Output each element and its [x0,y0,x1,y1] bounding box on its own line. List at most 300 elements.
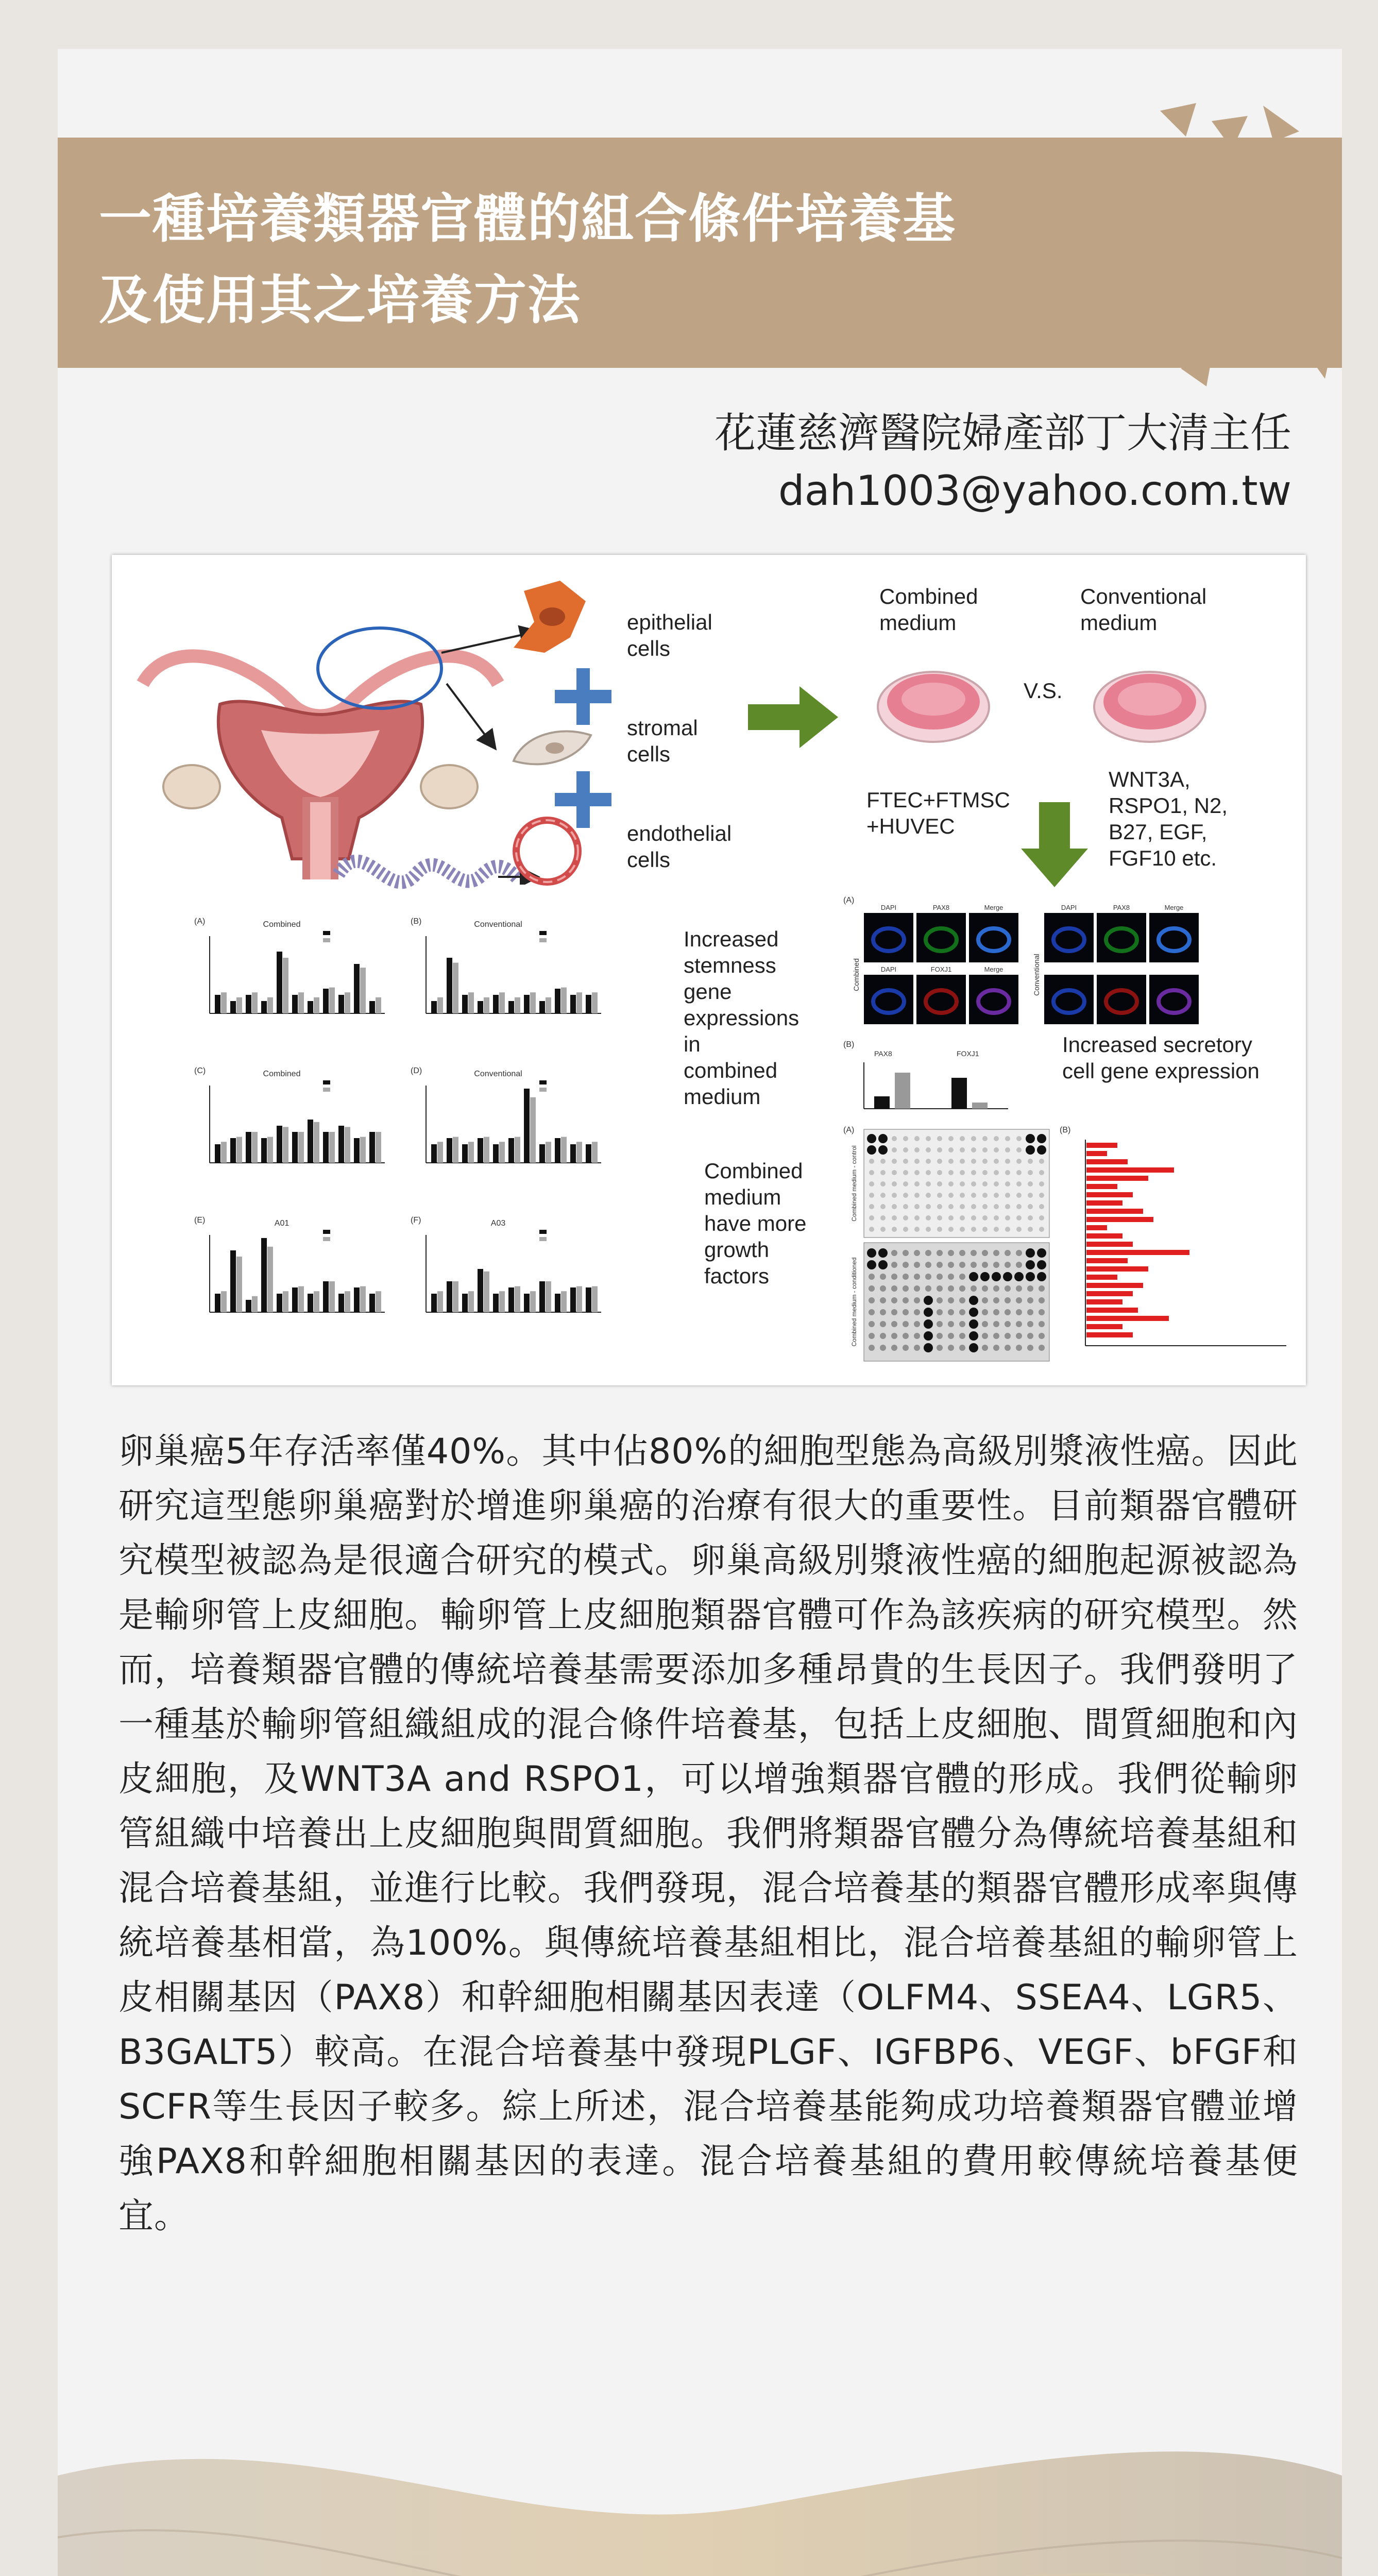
array-spot [892,1159,897,1164]
if-bar-label: FOXJ1 [957,1049,979,1058]
array-spot [869,1227,874,1232]
array-spot [971,1181,976,1187]
array-spot [982,1227,988,1232]
bar-chart-panel [194,917,385,1013]
bar [484,1137,489,1163]
array-spot [1027,1297,1033,1303]
bar [354,1138,360,1163]
graphical-abstract-figure [112,555,1306,1385]
array-spot [880,1227,886,1232]
array-spot [1039,1285,1045,1292]
array-spot [914,1204,920,1209]
array-spot [880,1193,886,1198]
array-spot [960,1181,965,1187]
array-spot [1027,1309,1033,1315]
array-spot [925,1250,931,1256]
array-spot [1039,1309,1045,1315]
panel-title: A01 [274,1219,290,1228]
label-combined-medium: Combined medium [879,584,978,635]
author-block [714,404,1291,520]
label-conventional-medium: Conventional medium [1080,584,1207,635]
bar [1086,1332,1133,1337]
array-spot [914,1321,920,1327]
array-spot [1005,1345,1011,1351]
panel-title: Conventional [474,1070,522,1078]
bar [453,1137,458,1163]
array-spot [1005,1204,1010,1209]
bar [215,995,220,1013]
bar [283,958,288,1013]
bar [508,1138,514,1163]
bar [230,1250,236,1312]
label-epithelial: epithelial cells [627,610,712,660]
array-spot [1005,1181,1010,1187]
array-spot [903,1285,909,1292]
label-growth-factors: Combined medium have more growth factors [704,1159,807,1288]
panel-title: Combined [263,1070,301,1078]
array-spot [948,1297,954,1303]
array-spot [1016,1250,1022,1256]
array-spot [1028,1170,1033,1175]
array-spot [914,1285,920,1292]
array-spot [914,1309,920,1315]
bar [484,997,489,1013]
bar [453,1281,458,1312]
bar [298,992,304,1013]
array-spot [994,1159,999,1164]
array-spot [937,1181,942,1187]
array-spot [903,1136,908,1141]
array-spot [937,1215,942,1221]
array-spot [969,1319,978,1329]
arrow-down-icon [1018,802,1091,890]
bar [478,1001,483,1013]
array-spot [869,1321,875,1327]
array-spot [993,1321,999,1327]
bar [431,1144,437,1163]
array-spot [1016,1321,1022,1327]
array-spot [903,1147,908,1153]
epithelial-cell-icon [503,570,591,658]
array-spot [869,1193,874,1198]
array-spot [982,1181,988,1187]
array-spot [1039,1345,1045,1351]
array-spot [903,1250,909,1256]
bar [252,992,258,1013]
array-spot [971,1147,976,1153]
array-spot [971,1215,976,1221]
bar [215,1144,220,1163]
array-spot [869,1345,875,1351]
array-spot [971,1159,976,1164]
bar [951,1078,967,1109]
array-spot [903,1297,909,1303]
panel-letter: (A) [843,1126,855,1134]
bar [221,1142,227,1163]
array-spot [1005,1333,1011,1339]
array-spot [982,1136,988,1141]
array-spot [892,1136,897,1141]
array-spot [891,1297,897,1303]
array-spot [869,1159,874,1164]
panel-letter: (B) [1060,1126,1071,1134]
array-spot [903,1159,908,1164]
bar [508,1287,514,1312]
array-spot [1028,1204,1033,1209]
tile-header: Merge [984,904,1003,911]
bar [277,1294,282,1312]
array-spot [994,1136,999,1141]
bar [261,1001,267,1013]
bar [1086,1258,1128,1263]
array-spot [959,1285,965,1292]
array-spot [892,1170,897,1175]
array-spot [925,1262,931,1268]
array-spot [1027,1345,1033,1351]
bar [369,1001,375,1013]
array-spot [960,1204,965,1209]
array-spot [982,1297,988,1303]
array-spot [892,1181,897,1187]
title-line-1: 一種培養類器官體的組合條件培養基 [99,189,956,250]
array-spot [892,1193,897,1198]
if-bar-label: PAX8 [874,1049,892,1058]
array-spot [948,1333,954,1339]
array-spot [937,1193,942,1198]
bar-chart-panel [194,1216,385,1312]
array-spot [948,1215,954,1221]
array-spot [869,1333,875,1339]
array-spot [948,1204,954,1209]
bar [515,997,520,1013]
array-spot [960,1215,965,1221]
array-spot [1016,1309,1022,1315]
array-spot [1016,1159,1022,1164]
array-spot [1028,1215,1033,1221]
array-spot [994,1170,999,1175]
bar [586,995,591,1013]
array-spot [1005,1136,1010,1141]
array-spot [993,1309,999,1315]
bar [298,1286,304,1312]
array-spot [891,1333,897,1339]
endothelial-cell-icon [508,812,586,890]
array-spot [948,1321,954,1327]
array-spot [869,1181,874,1187]
array-spot [1039,1193,1044,1198]
array-spot [971,1136,976,1141]
label-stemness: Increased stemness gene expressions in combined medium [684,927,799,1109]
array-spot [891,1321,897,1327]
array-spot [993,1285,999,1292]
array-spot [867,1260,876,1269]
bar [1086,1299,1122,1304]
array-spot [869,1285,875,1292]
array-spot [1016,1181,1022,1187]
bar [493,1294,499,1312]
bar [561,1137,567,1163]
tile-side-label: Combined [852,958,860,991]
bar [539,1144,545,1163]
bar [431,1294,437,1312]
array-spot [869,1274,875,1280]
bar [1086,1242,1133,1247]
bar [1086,1200,1122,1206]
bar [555,989,560,1013]
array-spot [891,1345,897,1351]
array-spot [1005,1321,1011,1327]
array-spot [880,1333,886,1339]
array-spot [924,1296,933,1305]
gene-expression-bar-panels [194,916,606,1364]
array-spot [891,1262,897,1268]
array-spot [1005,1147,1010,1153]
array-spot [982,1262,988,1268]
label-vs: V.S. [1024,679,1063,703]
array-spot [1016,1193,1022,1198]
array-spot [994,1147,999,1153]
array-spot [959,1262,965,1268]
bar [437,1142,443,1163]
array-spot [914,1215,920,1221]
bar [292,1287,298,1312]
array-spot [971,1193,976,1198]
tile-header: Merge [984,965,1003,973]
bar [462,1294,468,1312]
array-spot [903,1262,909,1268]
array-spot [982,1321,988,1327]
array-spot [1039,1297,1045,1303]
array-spot [903,1345,909,1351]
array-spot [937,1345,943,1351]
bar [323,1132,329,1163]
bar [221,1291,227,1312]
legend-swatch [323,938,330,942]
bar [252,1132,258,1163]
array-spot [924,1343,933,1352]
array-side-label: Combined medium - control [850,1145,858,1222]
array-spot [948,1274,954,1280]
array-membrane [864,1129,1049,1238]
array-spot [982,1215,988,1221]
bar-chart-panel [411,1216,601,1312]
panel-letter: (A) [194,917,206,926]
array-spot [993,1250,999,1256]
bar [345,992,350,1013]
array-spot [948,1136,954,1141]
bar [221,992,227,1013]
array-spot [924,1308,933,1317]
array-spot [869,1170,874,1175]
bar [376,997,381,1013]
array-spot [960,1227,965,1232]
panel-title: Conventional [474,920,522,929]
array-spot [880,1170,886,1175]
array-spot [960,1170,965,1175]
bar [437,997,443,1013]
array-spot [1037,1134,1046,1143]
label-endothelial: endothelial cells [627,821,732,872]
bar [1086,1192,1133,1197]
legend-swatch [323,1080,330,1084]
bar [215,1294,220,1312]
array-spot [891,1285,897,1292]
array-spot [880,1309,886,1315]
array-spot [892,1227,897,1232]
array-spot [969,1331,978,1341]
panel-title: A03 [490,1219,506,1228]
array-spot [959,1297,965,1303]
array-spot [891,1309,897,1315]
panel-letter: (A) [843,896,855,905]
array-spot [926,1227,931,1232]
array-spot [1039,1227,1044,1232]
array-spot [891,1250,897,1256]
array-spot [937,1297,943,1303]
array-spot [926,1204,931,1209]
array-spot [982,1250,988,1256]
array-spot [937,1285,943,1292]
array-spot [892,1147,897,1153]
bar [314,1122,319,1163]
array-spot [924,1319,933,1329]
immunofluorescence-panel [843,892,1235,1129]
array-spot [1016,1333,1022,1339]
array-spot [880,1321,886,1327]
bar [447,958,452,1013]
array-spot [926,1215,931,1221]
label-conventional-recipe: WNT3A, RSPO1, N2, B27, EGF, FGF10 etc. [1109,767,1228,870]
array-spot [959,1333,965,1339]
bar [530,992,536,1013]
panel-title: Combined [263,920,301,929]
legend-swatch [539,931,547,935]
array-spot [903,1321,909,1327]
array-spot [1005,1215,1010,1221]
bar [1086,1225,1107,1230]
array-spot [959,1274,965,1280]
array-spot [926,1170,931,1175]
array-spot [926,1159,931,1164]
array-spot [903,1333,909,1339]
array-spot [969,1272,978,1281]
array-spot [1016,1204,1022,1209]
bar [530,1097,536,1163]
bar [345,1291,350,1312]
array-spot [1037,1248,1046,1258]
bar [972,1103,988,1109]
arrow-right-icon [748,684,841,751]
array-spot [1039,1159,1044,1164]
bar [1086,1291,1133,1296]
array-spot [1027,1321,1033,1327]
bar [570,1144,576,1163]
array-spot [914,1136,920,1141]
array-spot [869,1297,875,1303]
bar [1086,1184,1117,1189]
array-spot [937,1227,942,1232]
array-spot [994,1215,999,1221]
array-spot [914,1297,920,1303]
bar [1086,1233,1122,1239]
array-spot [869,1204,874,1209]
bar [447,1281,452,1312]
bar [539,1001,545,1013]
array-spot [1028,1193,1033,1198]
tile-header: DAPI [1061,904,1077,911]
bar-chart-panel [194,1066,385,1163]
array-spot [1037,1272,1046,1281]
array-spot [948,1170,954,1175]
array-spot [1039,1321,1045,1327]
array-spot [926,1193,931,1198]
bar [592,992,598,1013]
bar [230,1001,236,1013]
bar [546,1281,551,1312]
array-spot [926,1181,931,1187]
array-spot [969,1343,978,1352]
bar [468,1291,474,1312]
array-spot [993,1297,999,1303]
array-spot [960,1136,965,1141]
bar [283,1127,288,1163]
array-spot [1005,1227,1010,1232]
bar [354,1287,360,1312]
array-spot [1026,1272,1035,1281]
legend-swatch [539,1230,547,1234]
bar [431,1001,437,1013]
array-spot [914,1274,920,1280]
bar-chart-panel [411,917,601,1013]
label-secretory: Increased secretory cell gene expression [1062,1032,1260,1083]
bar [468,992,474,1013]
bar [493,995,499,1013]
bar [323,989,329,1013]
bar [539,1281,545,1312]
bar [1086,1217,1153,1222]
array-spot [1037,1145,1046,1155]
array-spot [925,1285,931,1292]
array-spot [1016,1147,1022,1153]
bar [530,1291,536,1312]
array-spot [959,1309,965,1315]
array-spot [994,1204,999,1209]
array-spot [948,1285,954,1292]
bar [360,968,366,1013]
bar [308,1120,313,1163]
array-spot [903,1204,908,1209]
bar [369,1132,375,1163]
array-spot [878,1134,888,1143]
label-stromal: stromal cells [627,716,698,766]
bar [329,988,335,1013]
bar [230,1138,236,1163]
bar [462,995,468,1013]
bar [1086,1250,1189,1255]
array-spot [880,1274,886,1280]
panel-letter: (F) [411,1216,421,1225]
tile-header: Merge [1164,904,1184,911]
array-spot [914,1250,920,1256]
bar [499,1291,505,1312]
array-spot [926,1147,931,1153]
array-spot [903,1227,908,1232]
bar [1086,1275,1117,1280]
bar [453,963,458,1013]
tile-header: DAPI [880,904,897,911]
array-spot [1028,1159,1033,1164]
bar [360,1286,366,1312]
